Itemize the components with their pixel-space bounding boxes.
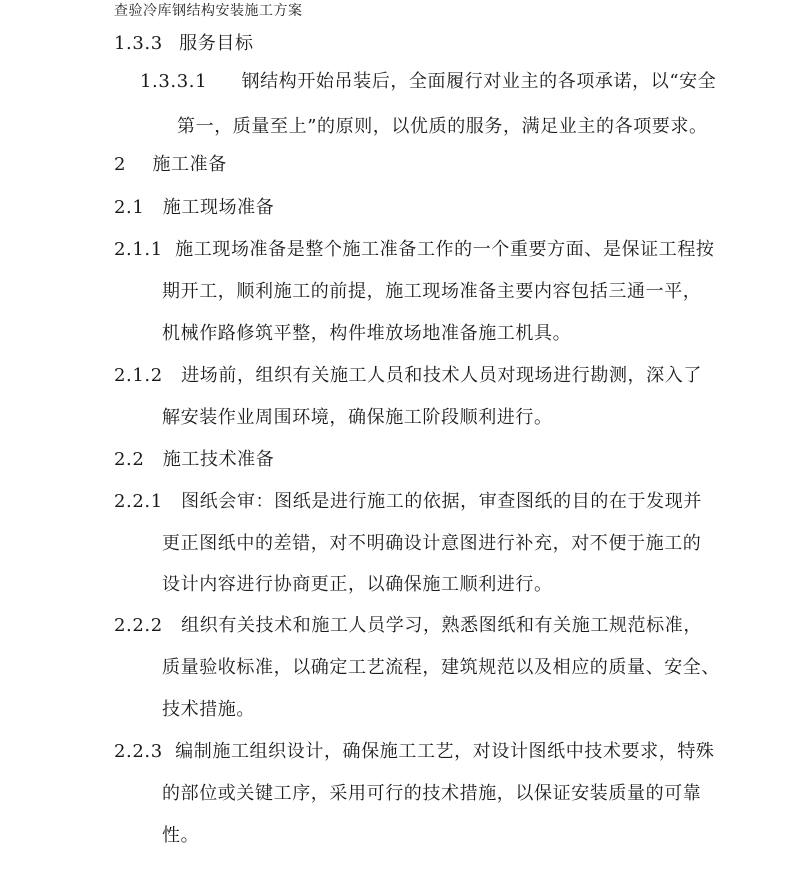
clause-2-2-2-line-3: 技术措施。: [162, 699, 255, 720]
clause-text: 编制施工组织设计，确保施工工艺，对设计图纸中技术要求，特殊: [175, 741, 715, 762]
section-title: 施工现场准备: [162, 197, 275, 218]
section-number: 2.2: [114, 449, 145, 470]
section-heading-2-2: [114, 448, 274, 472]
clause-2-1-1-line-3: 机械作路修筑平整，构件堆放场地准备施工机具。: [162, 323, 572, 344]
clause-2-1-2-line-2: 解安装作业周围环境，确保施工阶段顺利进行。: [162, 407, 553, 428]
clause-2-2-3-line-3: 性。: [162, 825, 200, 846]
clause-number: 1.3.3.1: [140, 71, 208, 92]
clause-number: 2.1.2: [114, 365, 163, 386]
clause-text: 进场前，组织有关施工人员和技术人员对现场进行勘测，深入了: [181, 365, 702, 386]
section-heading-2: [114, 153, 227, 177]
clause-2-2-1-line-2: 更正图纸中的差错，对不明确设计意图进行补充，对不便于施工的: [162, 533, 702, 554]
clause-text: 图纸会审：图纸是进行施工的依据，审查图纸的目的在于发现并: [181, 491, 702, 512]
clause-text: 钢结构开始吊装后，全面履行对业主的各项承诺，以“安全: [241, 71, 717, 92]
clause-2-2-2-line-2: 质量验收标准，以确定工艺流程，建筑规范以及相应的质量、安全、: [162, 657, 720, 678]
clause-2-1-2-line-1: [114, 364, 702, 388]
clause-2-1-1-line-1: [114, 238, 715, 262]
section-number: 2: [114, 154, 127, 175]
running-header: 查验冷库钢结构安装施工方案: [114, 3, 303, 19]
section-title: 服务目标: [179, 33, 254, 54]
clause-text: 施工现场准备是整个施工准备工作的一个重要方面、是保证工程按: [175, 239, 715, 260]
clause-text: 组织有关技术和施工人员学习，熟悉图纸和有关施工规范标准，: [181, 615, 702, 636]
section-number: 2.1: [114, 197, 145, 218]
clause-2-2-3-line-2: 的部位或关键工序，采用可行的技术措施，以保证安装质量的可靠: [162, 783, 702, 804]
section-title: 施工技术准备: [162, 449, 275, 470]
clause-2-2-1-line-3: 设计内容进行协商更正，以确保施工顺利进行。: [162, 574, 553, 595]
clause-1-3-3-1-line-2: 第一，质量至上”的原则，以优质的服务，满足业主的各项要求。: [177, 116, 708, 137]
clause-number: 2.2.1: [114, 491, 163, 512]
clause-2-2-1-line-1: [114, 490, 702, 514]
clause-number: 2.1.1: [114, 239, 163, 260]
clause-2-1-1-line-2: 期开工，顺利施工的前提，施工现场准备主要内容包括三通一平，: [162, 281, 702, 302]
section-heading-1-3-3: [114, 32, 254, 56]
section-number: 1.3.3: [114, 33, 163, 54]
clause-1-3-3-1-line-1: [140, 70, 716, 94]
clause-number: 2.2.3: [114, 741, 163, 762]
clause-2-2-3-line-1: [114, 740, 715, 764]
clause-number: 2.2.2: [114, 615, 163, 636]
section-title: 施工准备: [152, 154, 227, 175]
section-heading-2-1: [114, 196, 274, 220]
clause-2-2-2-line-1: [114, 614, 702, 638]
